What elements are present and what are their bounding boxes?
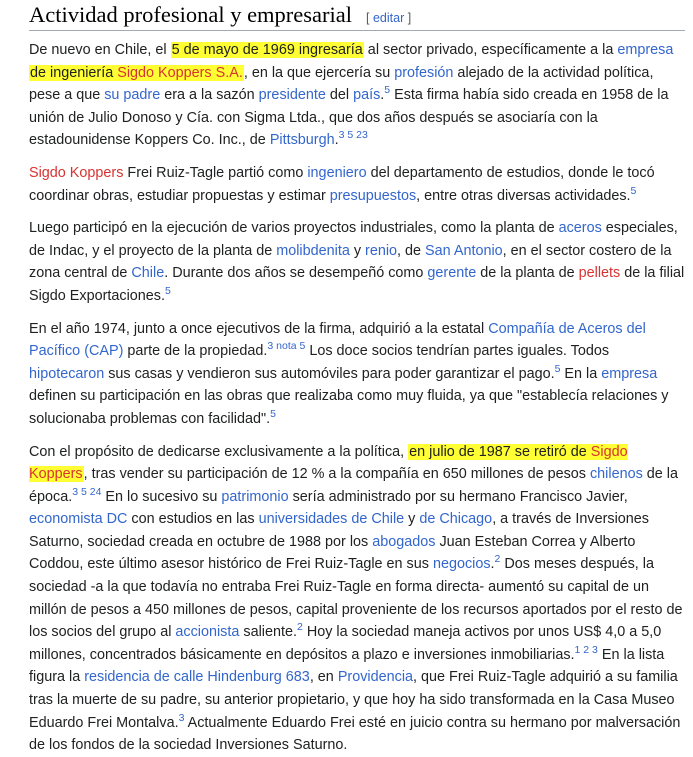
link-pais[interactable]: país (353, 87, 381, 104)
paragraph-4: En el año 1974, junto a once ejecutivos de la firma, adquirió a la estatal Compañía de Aceros del Pacífico (CAP) parte de la propiedad.$^{3 nota 5}$ Los doce socios tendrían partes iguales. Todos hipotecaron sus casas y vendieron sus automóviles para poder garantizar el pago.$^5$ En la empresa definen su participación en las obras que realizaba como muy fluida, ya que "establecía relaciones y solucionaba problemas con facilidad".$^5$ (29, 320, 669, 427)
link-abogados[interactable]: abogados (372, 533, 436, 550)
link-gerente[interactable]: gerente (427, 265, 477, 282)
reference-sup[interactable]: 5 (165, 285, 171, 298)
link-san-antonio[interactable]: San Antonio (425, 242, 503, 259)
reference-sup[interactable]: 3 nota 5 (267, 340, 306, 353)
reference-sup[interactable]: 2 (494, 553, 501, 566)
edit-link[interactable]: editar (372, 11, 405, 25)
link-patrimonio[interactable]: patrimonio (221, 488, 289, 505)
paragraph-1: De nuevo en Chile, el 5 de mayo de 1969 ingresaría al sector privado, específicamente a la empresa de ingeniería Sigdo Koppers S.A., en la que ejercería su profesión alejado de la actividad política, pese a que su padre era a la sazón presidente del país.$^5$ Esta firma había sido creada en 1958 de la unión de Julio Donoso y Cía. con Sigma Ltda., que dos años después se asociaría con la estadounidense Koppers Co. Inc., de Pittsburgh.$^{3 5 23}$ (29, 42, 674, 149)
link-sigdo-koppers-sa[interactable]: Sigdo Koppers S.A. (117, 64, 243, 81)
link-pellets[interactable]: pellets (578, 265, 621, 282)
highlight-date-1969: 5 de mayo de 1969 ingresaría (171, 42, 363, 58)
link-universidades-chile[interactable]: universidades de Chile (258, 511, 405, 528)
link-profesion[interactable]: profesión (394, 64, 454, 81)
link-empresa[interactable]: empresa (617, 42, 674, 58)
highlight-retiro-1987: en julio de 1987 se retiró de Sigdo Koppers (29, 443, 628, 483)
reference-sup[interactable]: 3 (178, 711, 185, 724)
link-hipotecaron[interactable]: hipotecaron (29, 365, 105, 382)
link-molibdenita[interactable]: molibdenita (276, 242, 350, 259)
link-cap[interactable]: Compañía de Aceros del Pacífico (CAP) (29, 320, 646, 360)
link-pittsburgh[interactable]: Pittsburgh (269, 132, 335, 149)
link-residencia-hindenburg[interactable]: residencia de calle Hindenburg 683 (84, 669, 310, 686)
reference-sup[interactable]: 3 5 23 (338, 129, 368, 142)
edit-section: [ editar ] (366, 11, 412, 25)
reference-sup[interactable]: 1 2 3 (574, 644, 598, 657)
link-sigdo-koppers[interactable]: Sigdo Koppers (29, 443, 628, 483)
reference-sup[interactable]: 5 (630, 184, 637, 197)
link-providencia[interactable]: Providencia (337, 669, 414, 686)
reference-sup[interactable]: 3 5 24 (72, 485, 102, 498)
link-chicago[interactable]: de Chicago (419, 511, 493, 528)
link-chile[interactable]: Chile (131, 265, 165, 282)
link-renio[interactable]: renio (365, 242, 398, 259)
paragraph-5: Con el propósito de dedicarse exclusivamente a la política, en julio de 1987 se retiró de Sigdo Koppers, tras vender su participación de 12 % a la compañía en 650 millones de pesos chilenos de la época.$^{3 5 24}$ En lo sucesivo su patrimonio sería administrado por su hermano Francisco Javier, economista DC con estudios en las universidades de Chile y de Chicago, a través de Inversiones Saturno, sociedad creada en octubre de 1988 por los abogados Juan Esteban Correa y Alberto Coddou, este último asesor histórico de Frei Ruiz-Tagle en sus negocios.$^2$ Dos meses después, la sociedad -a la que todavía no entraba Frei Ruiz-Tagle en forma directa- aumentó su capital de un millón de pesos a 450 millones de pesos, capital proveniente de los recursos aportados por el resto de los socios del grupo al accionista saliente.$^2$ Hoy la sociedad maneja activos por unos US$ 4,0 a 5,0 millones, concentrados básicamente en depósitos a plazo e inversiones inmobiliarias.$^{1 2 3}$ En la lista figura la residencia de calle Hindenburg 683, en Providencia, que Frei Ruiz-Tagle adquirió a su familia tras la muerte de su padre, su anterior propietario, y que hoy ha sido transformada en la Casa Museo Eduardo Frei Montalva.$^3$ Actualmente Eduardo Frei esté en juicio contra su hermano por malversación de los fondos de la sociedad Inversiones Saturno. (29, 443, 683, 754)
paragraph-3: Luego participó en la ejecución de varios proyectos industriales, como la planta de aceros especiales, de Indac, y el proyecto de la planta de molibdenita y renio, de San Antonio, en el sector costero de la zona central de Chile. Durante dos años se desempeñó como gerente de la planta de pellets de la filial Sigdo Exportaciones.$^5$ (29, 220, 685, 304)
link-su-padre[interactable]: su padre (104, 87, 161, 104)
link-sigdo-koppers[interactable]: Sigdo Koppers (29, 164, 124, 181)
reference-sup[interactable]: 5 (554, 362, 561, 375)
link-negocios[interactable]: negocios (432, 556, 491, 573)
link-presidente[interactable]: presidente (258, 87, 326, 104)
link-presupuestos[interactable]: presupuestos (329, 187, 417, 204)
highlight-sigdo-koppers-sa: de ingeniería Sigdo Koppers S.A. (30, 64, 243, 81)
link-accionista[interactable]: accionista (175, 624, 240, 641)
link-aceros[interactable]: aceros (558, 220, 602, 237)
reference-sup[interactable]: 5 (270, 408, 276, 421)
reference-sup[interactable]: 2 (297, 621, 303, 634)
link-chilenos[interactable]: chilenos (589, 466, 643, 483)
link-empresa[interactable]: empresa (601, 365, 658, 382)
link-ingeniero[interactable]: ingeniero (307, 164, 367, 181)
section-title: Actividad profesional y empresarial (29, 2, 353, 27)
section-heading-row (29, 2, 685, 31)
link-economista-dc[interactable]: economista DC (29, 511, 128, 528)
paragraph-2: Sigdo Koppers Frei Ruiz-Tagle partió como ingeniero del departamento de estudios, donde le tocó coordinar obras, estudiar propuestas y estimar presupuestos, entre otras diversas actividades.$^5$ (29, 164, 655, 204)
reference-sup[interactable]: 5 (384, 84, 391, 97)
